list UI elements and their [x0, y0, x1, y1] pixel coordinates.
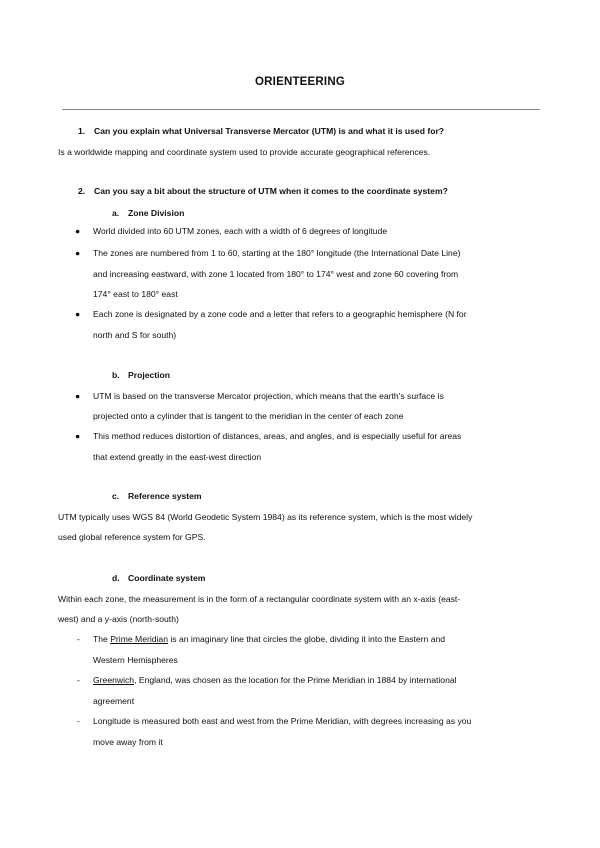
section-c-letter: c.	[112, 491, 120, 501]
bullet-icon: ●	[75, 248, 81, 258]
title-divider	[62, 109, 540, 110]
bullet-icon: ●	[75, 431, 81, 441]
reference-paragraph-line-1: UTM typically uses WGS 84 (World Geodetic System 1984) as its reference system, which is the most widely	[58, 512, 473, 522]
reference-paragraph-line-2: used global reference system for GPS.	[58, 532, 206, 542]
bullet-icon: ●	[75, 309, 81, 319]
coordinate-dash-3-line-1: Longitude is measured both east and west from the Prime Meridian, with degrees increasing as you	[93, 716, 472, 726]
zone-bullet-2-line-2: and increasing eastward, with zone 1 located from 180° to 174° west and zone 60 covering from	[93, 269, 459, 279]
greenwich-link[interactable]: Greenwich	[93, 675, 135, 685]
coordinate-dash-3-line-2: move away from it	[93, 737, 163, 747]
projection-bullet-2-line-1: This method reduces distortion of distances, areas, and angles, and is especially useful for areas	[93, 431, 462, 441]
section-a-letter: a.	[112, 208, 120, 218]
q2-question: Can you say a bit about the structure of UTM when it comes to the coordinate system?	[94, 186, 448, 196]
q2-number: 2.	[78, 186, 86, 196]
coordinate-dash-1-line-2: Western Hemispheres	[93, 655, 178, 665]
zone-bullet-3-line-2: north and S for south)	[93, 330, 177, 340]
coordinate-paragraph-line-1: Within each zone, the measurement is in the form of a rectangular coordinate system with an x-axis (east-	[58, 594, 461, 604]
q1-number: 1.	[78, 126, 86, 136]
zone-bullet-1: World divided into 60 UTM zones, each with a width of 6 degrees of longitude	[93, 226, 388, 236]
coordinate-paragraph-line-2: west) and a y-axis (north-south)	[58, 614, 179, 624]
section-a-heading: Zone Division	[128, 208, 185, 218]
section-d-heading: Coordinate system	[128, 573, 206, 583]
dash-icon: -	[77, 634, 80, 644]
zone-bullet-2-line-1: The zones are numbered from 1 to 60, starting at the 180° longitude (the International Date Line)	[93, 248, 461, 258]
coordinate-dash-2-line-1	[93, 675, 457, 686]
zone-bullet-2-line-3: 174° east to 180° east	[93, 289, 178, 299]
zone-bullet-3-line-1: Each zone is designated by a zone code and a letter that refers to a geographic hemisphere (N for	[93, 309, 467, 319]
section-b-heading: Projection	[128, 370, 171, 380]
section-c-heading: Reference system	[128, 491, 202, 501]
q1-answer: Is a worldwide mapping and coordinate system used to provide accurate geographical references.	[58, 147, 431, 157]
section-b-letter: b.	[112, 370, 120, 380]
dash-1-rest: is an imaginary line that circles the globe, dividing it into the Eastern and	[170, 634, 446, 644]
bullet-icon: ●	[75, 226, 81, 236]
projection-bullet-1-line-2: projected onto a cylinder that is tangent to the meridian in the center of each zone	[93, 411, 404, 421]
dash-icon: -	[77, 675, 80, 685]
coordinate-dash-1-line-1	[93, 634, 445, 645]
coordinate-dash-2-line-2: agreement	[93, 696, 135, 706]
dash-icon: -	[77, 716, 80, 726]
section-d-letter: d.	[112, 573, 120, 583]
q1-question: Can you explain what Universal Transverse Mercator (UTM) is and what it is used for?	[94, 126, 445, 136]
projection-bullet-2-line-2: that extend greatly in the east-west direction	[93, 452, 262, 462]
dash-1-prefix: The	[93, 634, 108, 644]
page-title: ORIENTEERING	[255, 76, 345, 88]
prime-meridian-link[interactable]: Prime Meridian	[110, 634, 168, 644]
projection-bullet-1-line-1: UTM is based on the transverse Mercator projection, which means that the earth's surface is	[93, 391, 444, 401]
dash-2-rest: , England, was chosen as the location for the Prime Meridian in 1884 by international	[134, 675, 457, 685]
bullet-icon: ●	[75, 391, 81, 401]
